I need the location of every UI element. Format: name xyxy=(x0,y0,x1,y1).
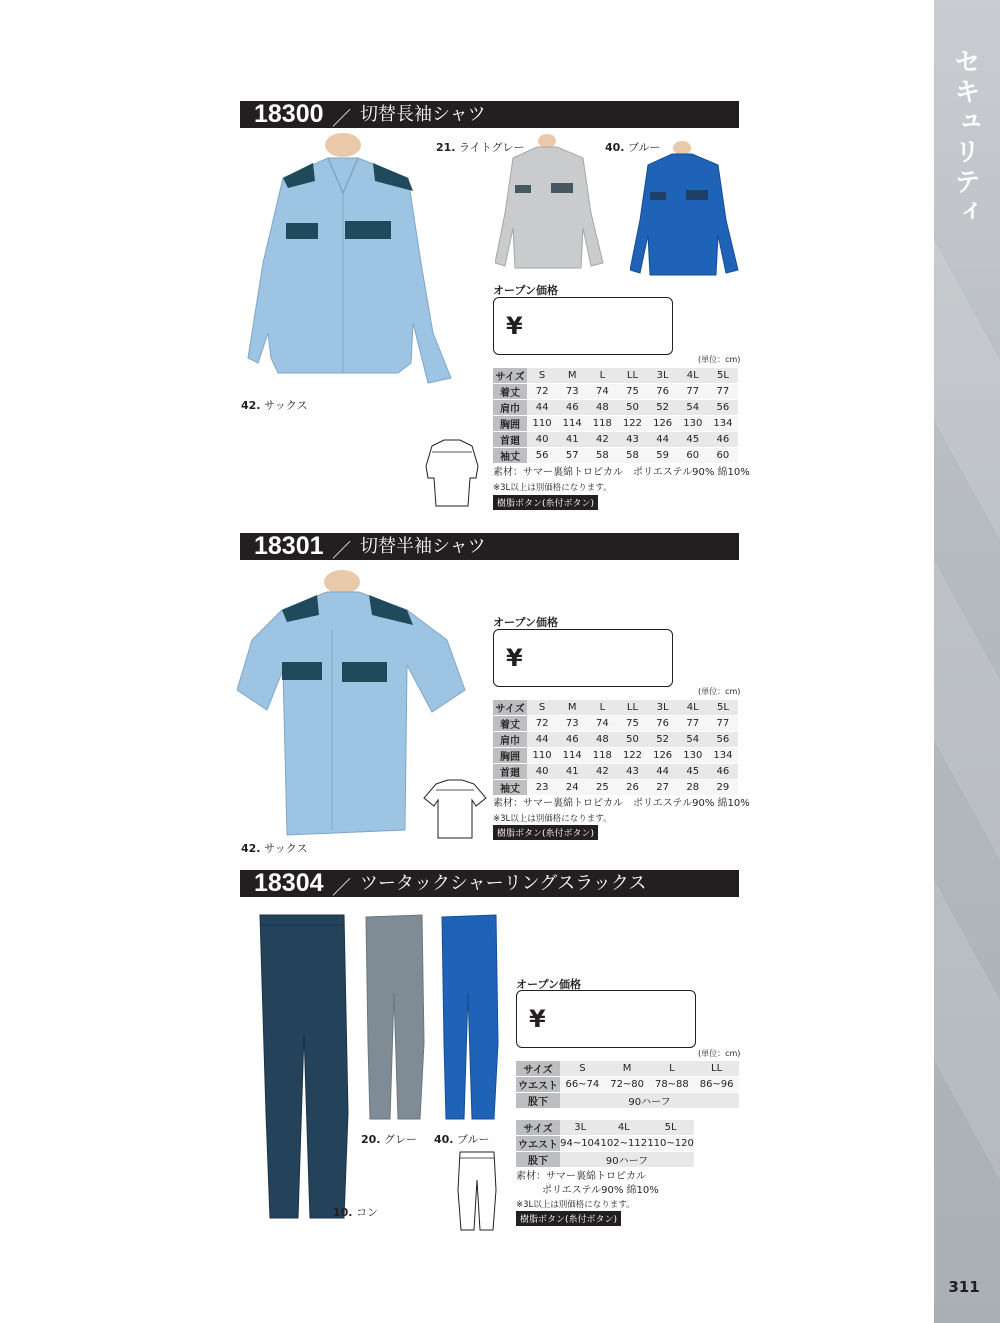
table-row: サイズ S M L LL 3L 4L 5L xyxy=(493,700,738,716)
product-code: 18301 xyxy=(254,532,324,560)
unit-note: (単位：cm) xyxy=(698,687,741,696)
price-box xyxy=(493,297,673,355)
page-number: 311 xyxy=(948,1278,980,1296)
category-label: セキュリティ xyxy=(950,48,980,228)
tab-stripe xyxy=(934,560,1000,860)
table-row: サイズ S M L LL xyxy=(516,1061,739,1077)
long-sleeve-shirt-blue-photo xyxy=(630,140,742,280)
tab-stripe xyxy=(934,240,1000,540)
price-box xyxy=(516,990,696,1048)
table-row: 首廻 40 41 42 43 44 45 46 xyxy=(493,432,738,448)
pants-body xyxy=(260,915,348,1218)
button-tag: 樹脂ボタン(糸付ボタン) xyxy=(493,825,598,840)
yen-symbol: ¥ xyxy=(506,312,523,340)
table-row: 肩巾 44 46 48 50 52 54 56 xyxy=(493,400,738,416)
product-name: ツータックシャーリングスラックス xyxy=(360,873,647,894)
material-text: 素材：サマー裏綿トロピカル ポリエステル90% 綿10% xyxy=(493,467,750,478)
slacks-gray-photo xyxy=(364,913,426,1123)
tab-stripe xyxy=(934,880,1000,1180)
material-text: 素材：サマー裏綿トロピカル ポリエステル90% 綿10% xyxy=(493,798,750,809)
slacks-diagram xyxy=(456,1150,498,1232)
section-header-18301 xyxy=(240,533,739,560)
separator: ／ xyxy=(332,877,352,899)
pocket-flap-right xyxy=(345,221,391,239)
table-row: 着丈 72 73 74 75 76 77 77 xyxy=(493,384,738,400)
price-label: オープン価格 xyxy=(493,616,559,629)
table-row: 袖丈 23 24 25 26 27 28 29 xyxy=(493,780,738,796)
pocket-flap-left xyxy=(515,185,531,193)
price-label: オープン価格 xyxy=(493,284,559,297)
unit-note: (単位：cm) xyxy=(698,1049,741,1058)
size-table-18304-b xyxy=(516,1120,694,1168)
table-row: 首廻 40 41 42 43 44 45 46 xyxy=(493,764,738,780)
table-row: サイズ S M L LL 3L 4L 5L xyxy=(493,368,738,384)
price-label: オープン価格 xyxy=(516,978,582,991)
table-row: 股下 90ハーフ xyxy=(516,1152,694,1168)
color-label-sax: 42. サックス xyxy=(241,842,308,855)
product-code: 18304 xyxy=(254,869,324,897)
pocket-flap-left xyxy=(650,192,666,200)
button-tag: 樹脂ボタン(糸付ボタン) xyxy=(516,1211,621,1226)
shirt-body xyxy=(495,147,603,268)
slacks-navy-photo xyxy=(258,913,350,1223)
yen-symbol: ¥ xyxy=(529,1005,546,1033)
color-label-blue: 40. ブルー xyxy=(434,1133,490,1146)
table-row: ウエスト 94~104 102~112 110~120 xyxy=(516,1136,694,1152)
color-label-gray: 20. グレー xyxy=(361,1133,417,1146)
separator: ／ xyxy=(332,540,352,562)
size-table-18300 xyxy=(493,368,738,464)
price-note: ※3L以上は別価格になります。 xyxy=(516,1200,635,1210)
table-row: 股下 90ハーフ xyxy=(516,1093,739,1109)
separator: ／ xyxy=(332,108,352,130)
table-row: 着丈 72 73 74 75 76 77 77 xyxy=(493,716,738,732)
pants-body xyxy=(366,915,424,1119)
material-text: 素材：サマー裏綿トロピカル xyxy=(516,1171,646,1182)
section-header-18300 xyxy=(240,101,739,128)
color-label-sax: 42. サックス xyxy=(241,399,308,412)
size-table-18301 xyxy=(493,700,738,796)
mannequin-head xyxy=(325,133,361,157)
table-row: 胸囲 110 114 118 122 126 130 134 xyxy=(493,748,738,764)
pants-body xyxy=(442,915,498,1119)
table-row: ウエスト 66~74 72~80 78~88 86~96 xyxy=(516,1077,739,1093)
pocket-flap-right xyxy=(342,662,387,682)
price-note: ※3L以上は別価格になります。 xyxy=(493,483,612,493)
long-sleeve-shirt-sax-photo xyxy=(243,133,458,393)
shirt-body xyxy=(248,158,451,383)
shirt-body xyxy=(630,154,738,275)
product-name: 切替長袖シャツ xyxy=(360,104,486,125)
table-row: サイズ 3L 4L 5L xyxy=(516,1120,694,1136)
price-box xyxy=(493,629,673,687)
pocket-flap-right xyxy=(551,183,573,193)
slacks-blue-photo xyxy=(440,913,500,1123)
unit-note: (単位：cm) xyxy=(698,355,741,364)
price-note: ※3L以上は別価格になります。 xyxy=(493,814,612,824)
color-label-navy: 10. コン xyxy=(333,1206,378,1219)
mannequin-head xyxy=(324,570,360,594)
product-code: 18300 xyxy=(254,100,324,128)
size-table-18304-a xyxy=(516,1061,739,1109)
button-tag: 樹脂ボタン(糸付ボタン) xyxy=(493,495,598,510)
table-row: 胸囲 110 114 118 122 126 130 134 xyxy=(493,416,738,432)
color-label-lightgray: 21. ライトグレー xyxy=(436,141,525,154)
shirt-back-diagram xyxy=(418,438,486,508)
color-label-blue: 40. ブルー xyxy=(605,141,661,154)
table-row: 肩巾 44 46 48 50 52 54 56 xyxy=(493,732,738,748)
yen-symbol: ¥ xyxy=(506,644,523,672)
product-name: 切替半袖シャツ xyxy=(360,536,486,557)
pocket-flap-left xyxy=(286,223,318,239)
pocket-flap-left xyxy=(282,662,322,680)
shirt-back-diagram xyxy=(420,778,490,840)
material-composition: ポリエステル90% 綿10% xyxy=(542,1185,659,1196)
pocket-flap-right xyxy=(686,190,708,200)
section-header-18304 xyxy=(240,870,739,897)
table-row: 袖丈 56 57 58 58 59 60 60 xyxy=(493,448,738,464)
